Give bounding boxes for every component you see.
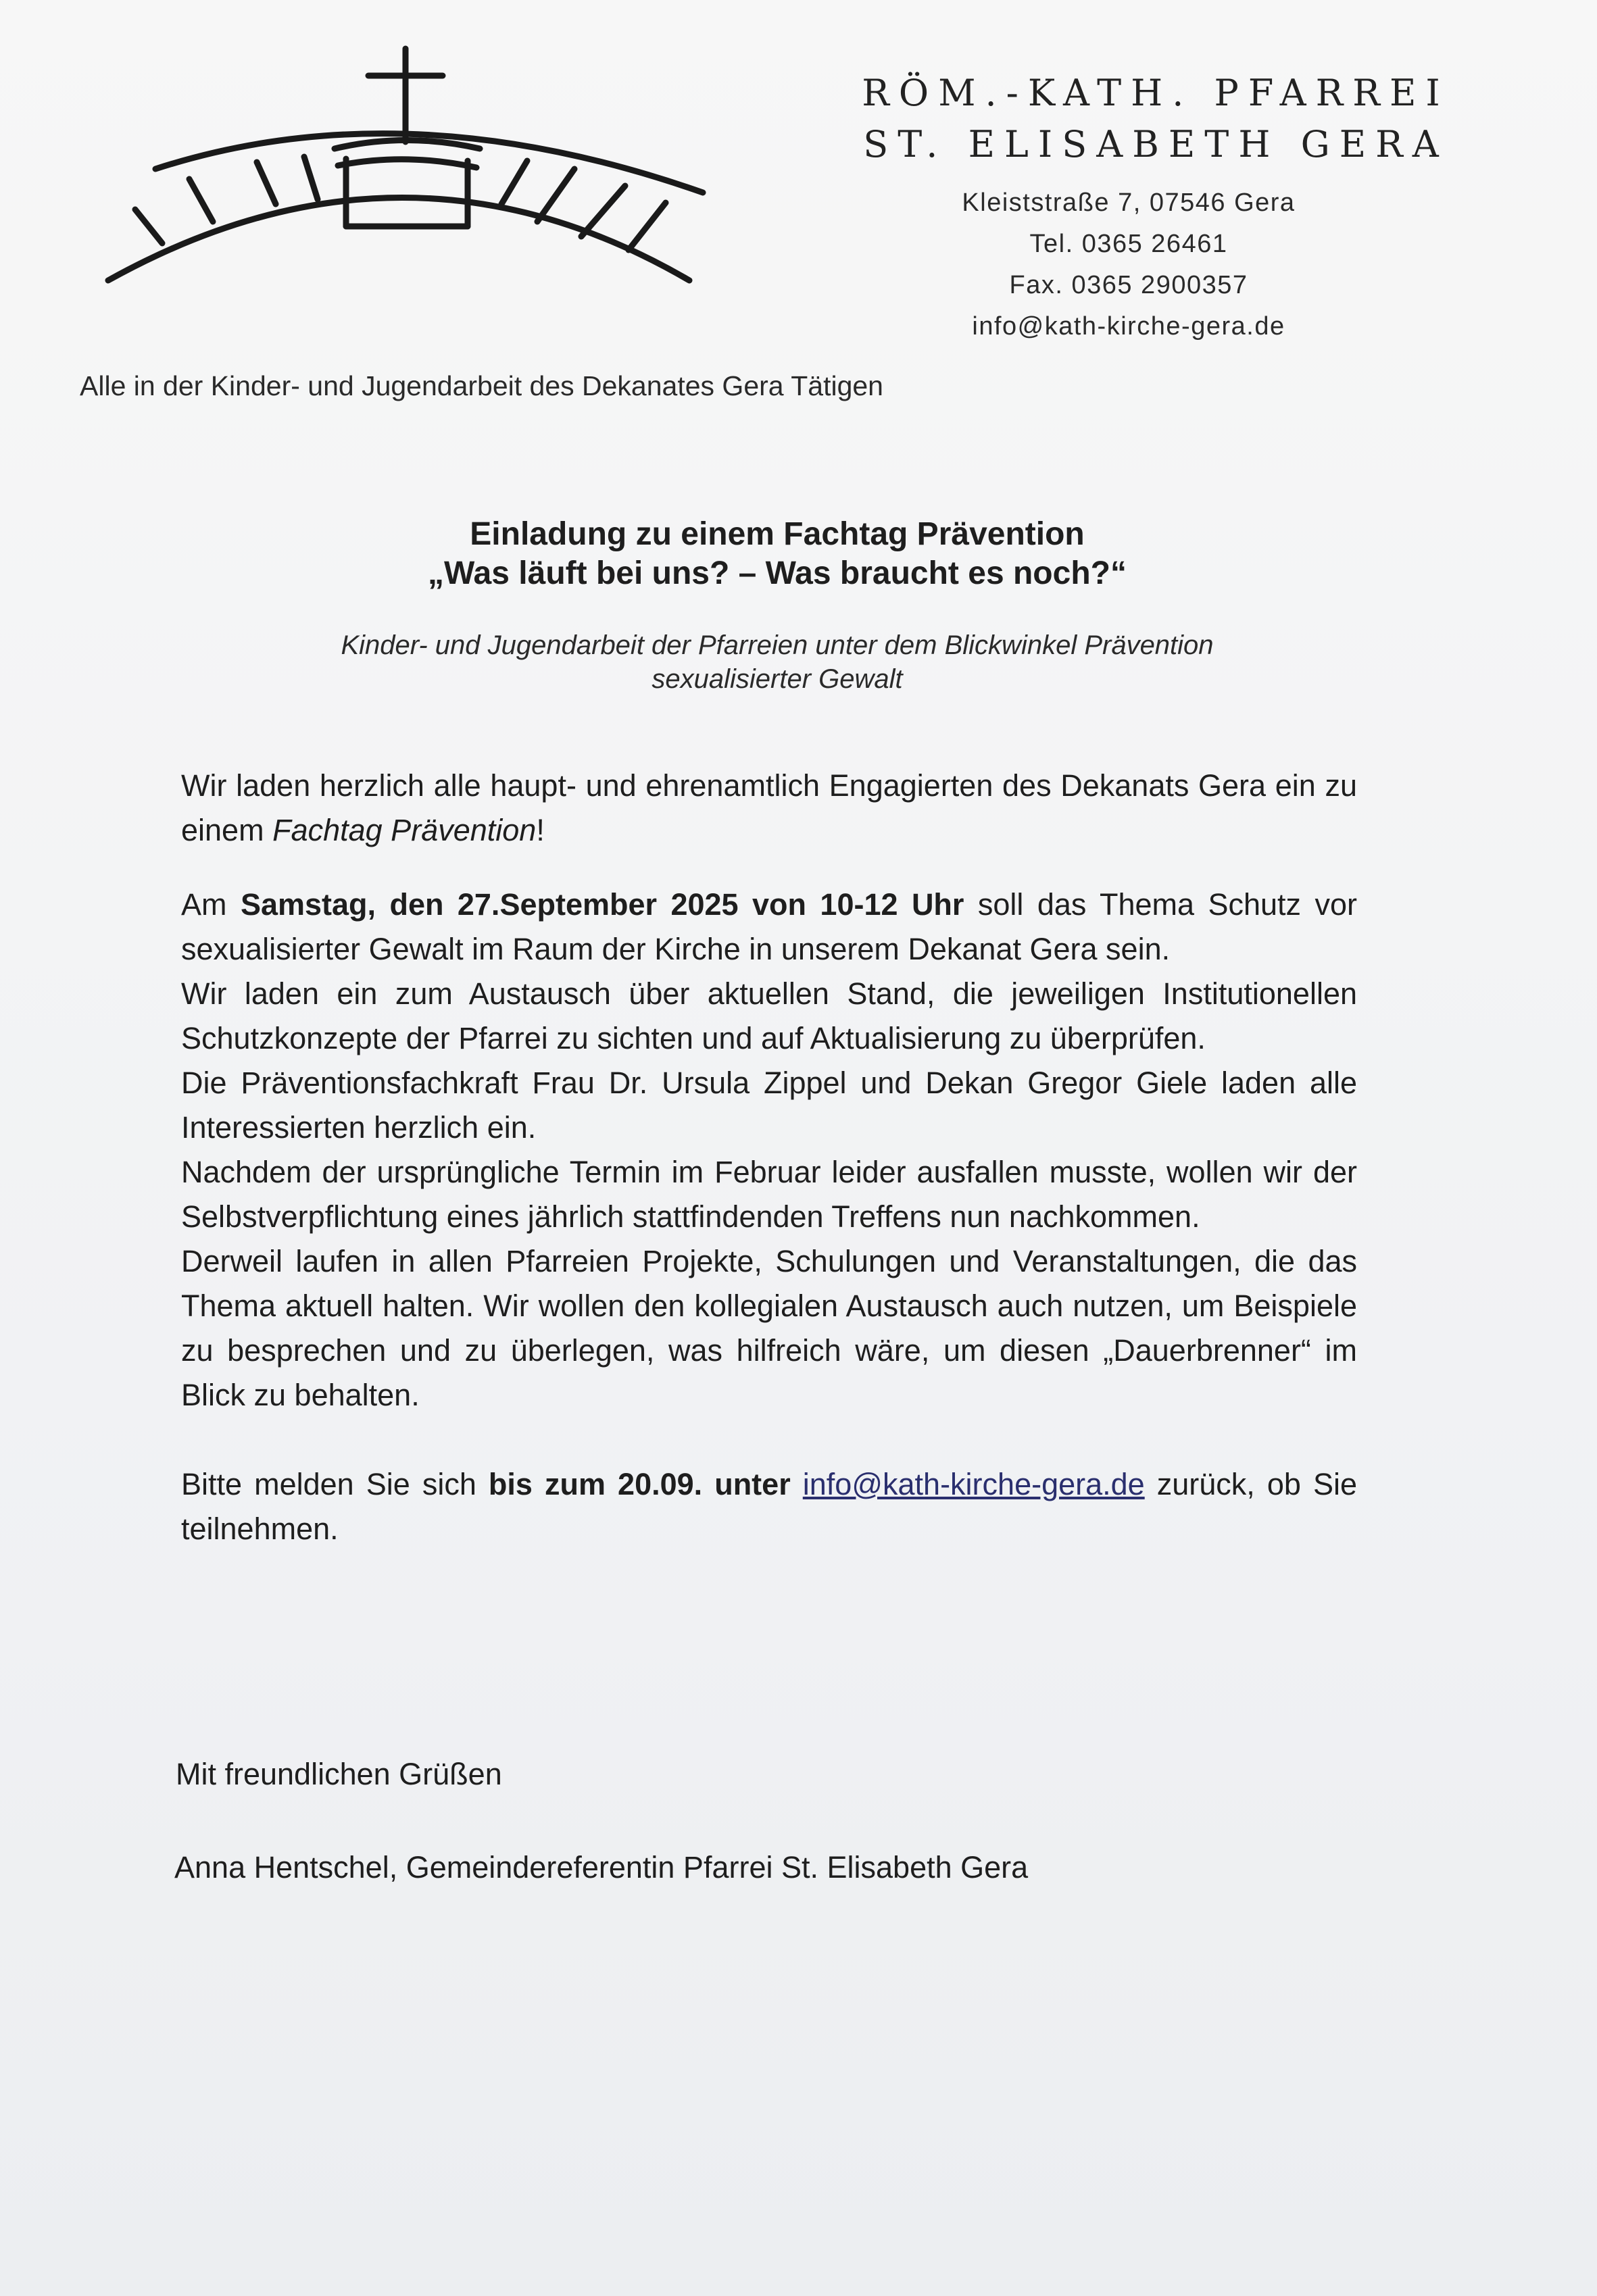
- event-name-italic: Fachtag Prävention: [272, 813, 537, 847]
- rsvp-deadline-bold: bis zum 20.09. unter: [488, 1467, 791, 1501]
- parish-name: [852, 68, 1460, 170]
- phone: Tel. 0365 26461: [1029, 230, 1228, 258]
- parish-name-line-2: ST. ELISABETH GERA: [863, 123, 1448, 166]
- fax: Fax. 0365 2900357: [1009, 271, 1248, 299]
- letter-body: [181, 764, 1357, 1551]
- contact-block: [879, 182, 1379, 347]
- paragraph-hosts: Die Präventionsfachkraft Frau Dr. Ursula Zippel und Dekan Gregor Giele laden alle Interessierten herzlich ein.: [181, 1066, 1357, 1145]
- paragraph-date: [181, 882, 1357, 972]
- parish-name-line-1: RÖM.-KATH. PFARREI: [862, 72, 1450, 114]
- title-line-2: „Was läuft bei uns? – Was braucht es noch?“: [428, 555, 1127, 591]
- closing-greeting: Mit freundlichen Grüßen: [176, 1757, 502, 1791]
- paragraph-reschedule: Nachdem der ursprüngliche Termin im Februar leider ausfallen musste, wollen wir der Selbstverpflichtung eines jährlich stattfindenden Treffens nun nachkommen.: [181, 1155, 1357, 1234]
- paragraph-projects: Derweil laufen in allen Pfarreien Projekte, Schulungen und Veranstaltungen, die das Thema aktuell halten. Wir wollen den kollegialen Austausch auch nutzen, um Beispiele zu besprechen und zu überlegen, was hilfreich wäre, um diesen „Dauerbrenner“ im Blick zu behalten.: [181, 1244, 1357, 1412]
- rsvp-start: Bitte melden Sie sich: [181, 1467, 489, 1501]
- paragraph-exchange: Wir laden ein zum Austausch über aktuellen Stand, die jeweiligen Institutionellen Schutzkonzepte der Pfarrei zu sichten und auf Aktualisierung zu überprüfen.: [181, 976, 1357, 1055]
- rsvp-space: [791, 1467, 803, 1501]
- address: Kleiststraße 7, 07546 Gera: [962, 189, 1296, 217]
- letter-subtitle: [203, 628, 1352, 696]
- header-email: info@kath-kirche-gera.de: [972, 312, 1285, 341]
- rsvp-end: zurück, ob Sie teilnehmen.: [181, 1467, 1357, 1546]
- event-date-bold: Samstag, den 27.September 2025 von 10-12 Uhr: [240, 887, 964, 922]
- church-arch-cross-icon: [95, 41, 716, 297]
- paragraph-invitation: [181, 764, 1357, 853]
- rsvp-email-link[interactable]: info@kath-kirche-gera.de: [802, 1467, 1145, 1501]
- recipient-line: Alle in der Kinder- und Jugendarbeit des Dekanates Gera Tätigen: [80, 370, 883, 401]
- paragraph-invitation-text: Wir laden herzlich alle haupt- und ehrenamtlich Engagierten des Dekanats Gera ein zu einem: [181, 768, 1357, 847]
- letter-title: [203, 515, 1352, 593]
- paragraph-rsvp: [181, 1462, 1357, 1551]
- subtitle-line-1: Kinder- und Jugendarbeit der Pfarreien unter dem Blickwinkel Prävention: [341, 630, 1214, 660]
- paragraph-date-start: Am: [181, 887, 241, 922]
- title-line-1: Einladung zu einem Fachtag Prävention: [470, 516, 1085, 552]
- paragraph-invitation-end: !: [536, 813, 545, 847]
- signature-line: Anna Hentschel, Gemeindereferentin Pfarrei St. Elisabeth Gera: [174, 1850, 1029, 1885]
- paragraph-date-rest: soll das Thema Schutz vor sexualisierter Gewalt im Raum der Kirche in unserem Dekanat Gera sein.: [181, 887, 1357, 966]
- subtitle-line-2: sexualisierter Gewalt: [652, 664, 903, 694]
